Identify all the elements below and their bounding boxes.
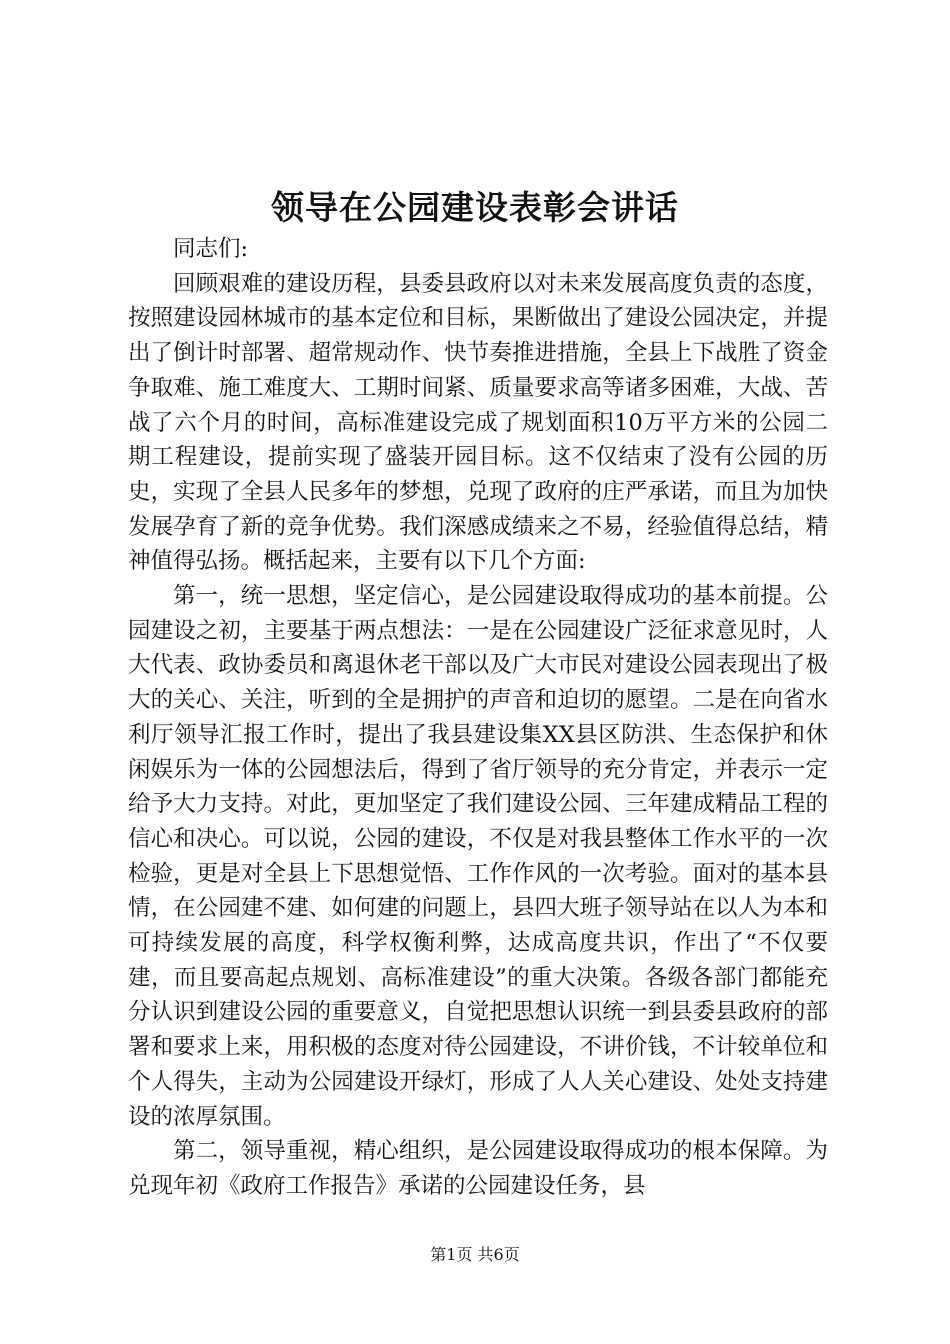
paragraph-second-point: 第二，领导重视，精心组织，是公园建设取得成功的根本保障。为兑现年初《政府工作报告》承诺的公园建设任务，县 bbox=[128, 1138, 828, 1199]
paragraph-intro: 回顾艰难的建设历程，县委县政府以对未来发展高度负责的态度，按照建设园林城市的基本定位和目标，果断做出了建设公园决定，并提出了倒计时部署、超常规动作、快节奏推进措施，全县上下战胜了资金争取难、施工难度大、工期时间紧、质量要求高等诸多困难，大战、苦战了六个月的时间，高标准建设完成了规划面积10万平方米的公园二期工程建设，提前实现了盛装开园目标。这不仅结束了没有公园的历史，实现了全县人民多年的梦想，兑现了政府的庄严承诺，而且为加快发展孕育了新的竞争优势。我们深感成绩来之不易，经验值得总结，精神值得弘扬。概括起来，主要有以下几个方面: bbox=[128, 270, 828, 575]
salutation: 同志们: bbox=[173, 236, 249, 262]
page-footer: 第1页 共6页 bbox=[430, 1245, 520, 1264]
paragraph-first-point: 第一，统一思想，坚定信心，是公园建设取得成功的基本前提。公园建设之初，主要基于两点想法：一是在公园建设广泛征求意见时，人大代表、政协委员和离退休老干部以及广大市民对建设公园表现出了极大的关心、关注，听到的全是拥护的声音和迫切的愿望。二是在向省水利厅领导汇报工作时，提出了我县建设集XX县区防洪、生态保护和休闲娱乐为一体的公园想法后，得到了省厅领导的充分肯定，并表示一定给予大力支持。对此，更加坚定了我们建设公园、三年建成精品工程的信心和决心。可以说，公园的建设，不仅是对我县整体工作水平的一次检验，更是对全县上下思想觉悟、工作作风的一次考验。面对的基本县情，在公园建不建、如何建的问题上，县四大班子领导站在以人为本和可持续发展的高度，科学权衡利弊，达成高度共识，作出了“不仅要建，而且要高起点规划、高标准建设”的重大决策。各级各部门都能充分认识到建设公园的重要意义，自觉把思想认识统一到县委县政府的部署和要求上来，用积极的态度对待公园建设，不讲价钱，不计较单位和个人得失，主动为公园建设开绿灯，形成了人人关心建设、处处支持建设的浓厚氛围。 bbox=[128, 583, 828, 1130]
document-title: 领导在公园建设表彰会讲话 bbox=[271, 188, 679, 227]
document-body bbox=[128, 232, 828, 1204]
